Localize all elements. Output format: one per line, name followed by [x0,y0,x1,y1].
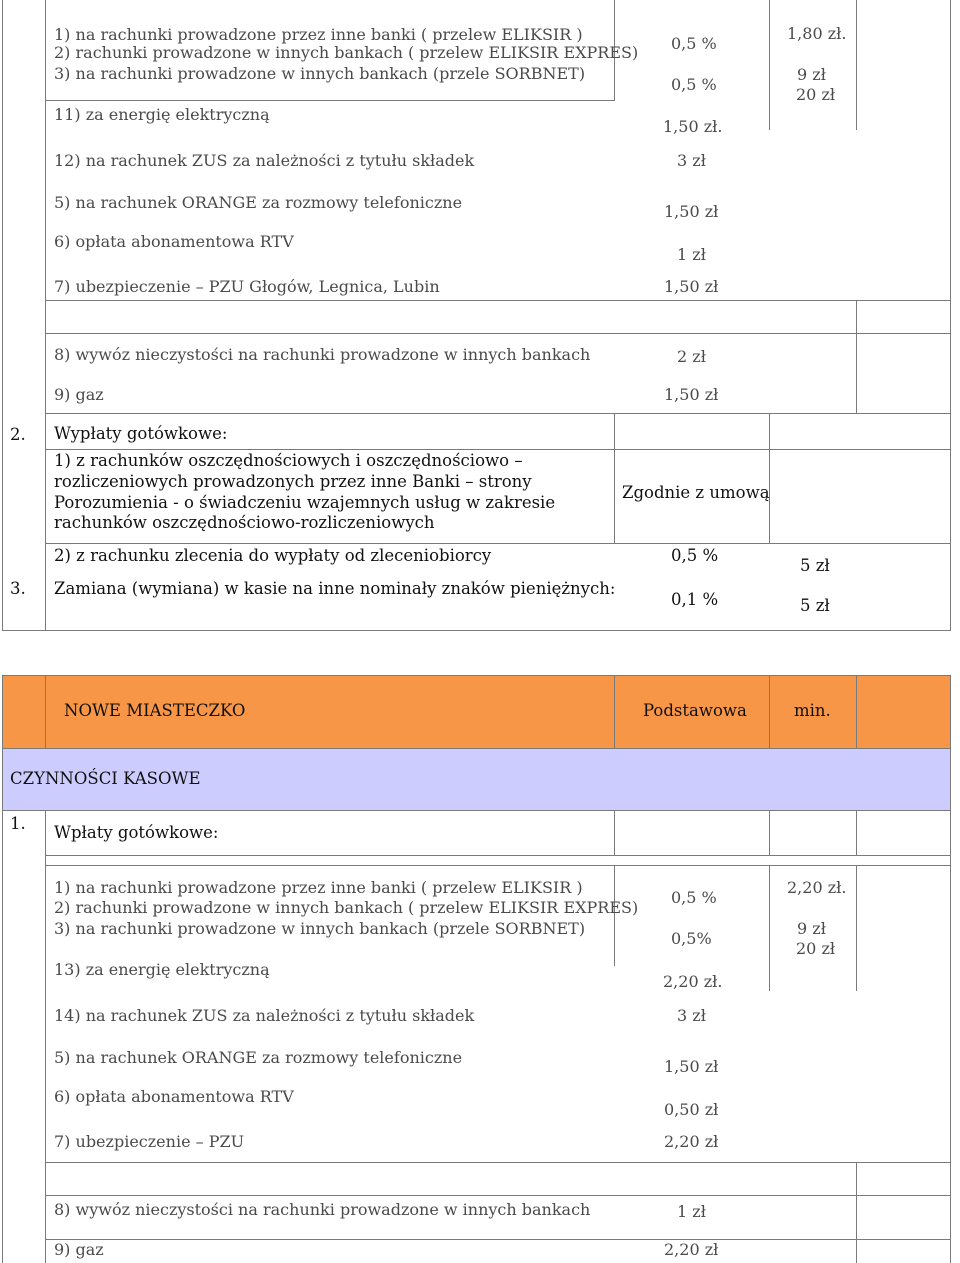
rtv-label: 6) opłata abonamentowa RTV [54,232,294,251]
column-divider [856,300,857,413]
zus-fee: 3 zł [677,1006,706,1025]
row-divider [45,543,951,544]
column-divider [45,675,46,748]
withdrawal-item-line: rozliczeniowych prowadzonych przez inne Banki – strony [54,472,532,491]
energy-fee: 2,20 zł. [663,972,723,991]
exchange-title: Zamiana (wymiana) w kasie na inne nominały znaków pieniężnych: [54,579,616,598]
min-value: 20 zł [796,939,836,958]
column-header-basic: Podstawowa [643,701,747,720]
row-divider [2,810,951,811]
min-value: 20 zł [796,85,836,104]
row-divider [45,855,951,856]
withdrawal-rate: 0,5 % [671,546,719,565]
column-divider [856,865,857,991]
energy-label: 13) za energię elektryczną [54,960,270,979]
column-divider [614,413,615,543]
table-border-left [2,675,3,1263]
transfer-line: 2) rachunki prowadzone w innych bankach ( przelew ELIKSIR EXPRES) [54,43,639,62]
transfer-line: 3) na rachunki prowadzone w innych bankach (przele SORBNET) [54,919,586,938]
column-divider [769,0,770,130]
zus-fee: 3 zł [677,151,706,170]
deposits-title: Wpłaty gotówkowe: [54,823,219,842]
withdrawal-item-line: rachunków oszczędnościowo-rozliczeniowych [54,513,435,532]
column-divider [614,675,615,748]
section-number: 1. [10,814,26,833]
row-divider [2,748,951,749]
orange-label: 5) na rachunek ORANGE za rozmowy telefoniczne [54,1048,463,1067]
row-divider [45,300,951,301]
gas-label: 9) gaz [54,385,104,404]
row-divider [45,413,951,414]
section-number: 3. [10,579,26,598]
waste-label: 8) wywóz nieczystości na rachunki prowadzone w innych bankach [54,345,591,364]
table-border-left [2,0,3,631]
table-border-right [950,0,951,631]
withdrawal-fee: Zgodnie z umową [622,483,770,502]
table-border-bottom [2,630,951,631]
pzu-fee: 2,20 zł [664,1132,719,1151]
waste-label: 8) wywóz nieczystości na rachunki prowadzone w innych bankach [54,1200,591,1219]
withdrawal-item-line: 1) z rachunków oszczędnościowych i oszczędnościowo – [54,451,523,470]
section-number: 2. [10,425,26,444]
pzu-label: 7) ubezpieczenie – PZU Głogów, Legnica, Lubin [54,277,440,296]
transfer-line: 1) na rachunki prowadzone przez inne banki ( przelew ELIKSIR ) [54,878,583,897]
rtv-fee: 1 zł [677,245,706,264]
bank-name-heading: NOWE MIASTECZKO [64,701,246,720]
rate-value: 0,5 % [671,888,717,907]
column-divider [45,0,46,631]
min-value: 9 zł [797,65,826,84]
row-divider [45,1162,951,1163]
rate-value: 0,5 % [671,34,717,53]
rtv-label: 6) opłata abonamentowa RTV [54,1087,294,1106]
min-value: 9 zł [797,919,826,938]
column-divider [614,810,615,856]
row-divider [45,1239,951,1240]
gas-label: 9) gaz [54,1240,104,1259]
rate-value: 0,5% [671,929,712,948]
row-divider [45,100,615,101]
pzu-label: 7) ubezpieczenie – PZU [54,1132,245,1151]
gas-fee: 2,20 zł [664,1240,719,1259]
column-header-min: min. [794,701,831,720]
row-divider [45,449,951,450]
row-divider [45,333,951,334]
section-title: CZYNNOŚCI KASOWE [10,769,201,788]
transfer-line: 1) na rachunki prowadzone przez inne banki ( przelew ELIKSIR ) [54,25,583,44]
waste-fee: 1 zł [677,1202,706,1221]
withdrawals-title: Wypłaty gotówkowe: [54,424,228,443]
column-divider [856,1162,857,1263]
orange-fee: 1,50 zł [664,202,719,221]
withdrawal-min: 5 zł [800,556,830,575]
row-divider [45,865,951,866]
withdrawal-item-line: Porozumienia - o świadczeniu wzajemnych usług w zakresie [54,493,556,512]
column-divider [769,810,770,856]
orange-fee: 1,50 zł [664,1057,719,1076]
rtv-fee: 0,50 zł [664,1100,719,1119]
gas-fee: 1,50 zł [664,385,719,404]
pzu-fee: 1,50 zł [664,277,719,296]
waste-fee: 2 zł [677,347,706,366]
table-border-top [2,675,951,676]
min-value: 1,80 zł. [787,24,847,43]
column-divider [769,675,770,748]
rate-value: 0,5 % [671,75,717,94]
withdrawal-item-2: 2) z rachunku zlecenia do wypłaty od zleceniobiorcy [54,546,492,565]
transfer-line: 3) na rachunki prowadzone w innych bankach (przele SORBNET) [54,64,586,83]
zus-label: 14) na rachunek ZUS za należności z tytułu składek [54,1006,475,1025]
exchange-rate: 0,1 % [671,590,719,609]
orange-label: 5) na rachunek ORANGE za rozmowy telefoniczne [54,193,463,212]
exchange-min: 5 zł [800,596,830,615]
min-value: 2,20 zł. [787,878,847,897]
column-divider [769,865,770,991]
energy-fee: 1,50 zł. [663,117,723,136]
row-divider [45,1195,951,1196]
transfer-line: 2) rachunki prowadzone w innych bankach ( przelew ELIKSIR EXPRES) [54,898,639,917]
column-divider [856,675,857,748]
zus-label: 12) na rachunek ZUS za należności z tytułu składek [54,151,475,170]
table-border-right [950,675,951,1263]
column-divider [769,413,770,543]
energy-label: 11) za energię elektryczną [54,105,270,124]
column-divider [856,0,857,130]
column-divider [856,810,857,856]
